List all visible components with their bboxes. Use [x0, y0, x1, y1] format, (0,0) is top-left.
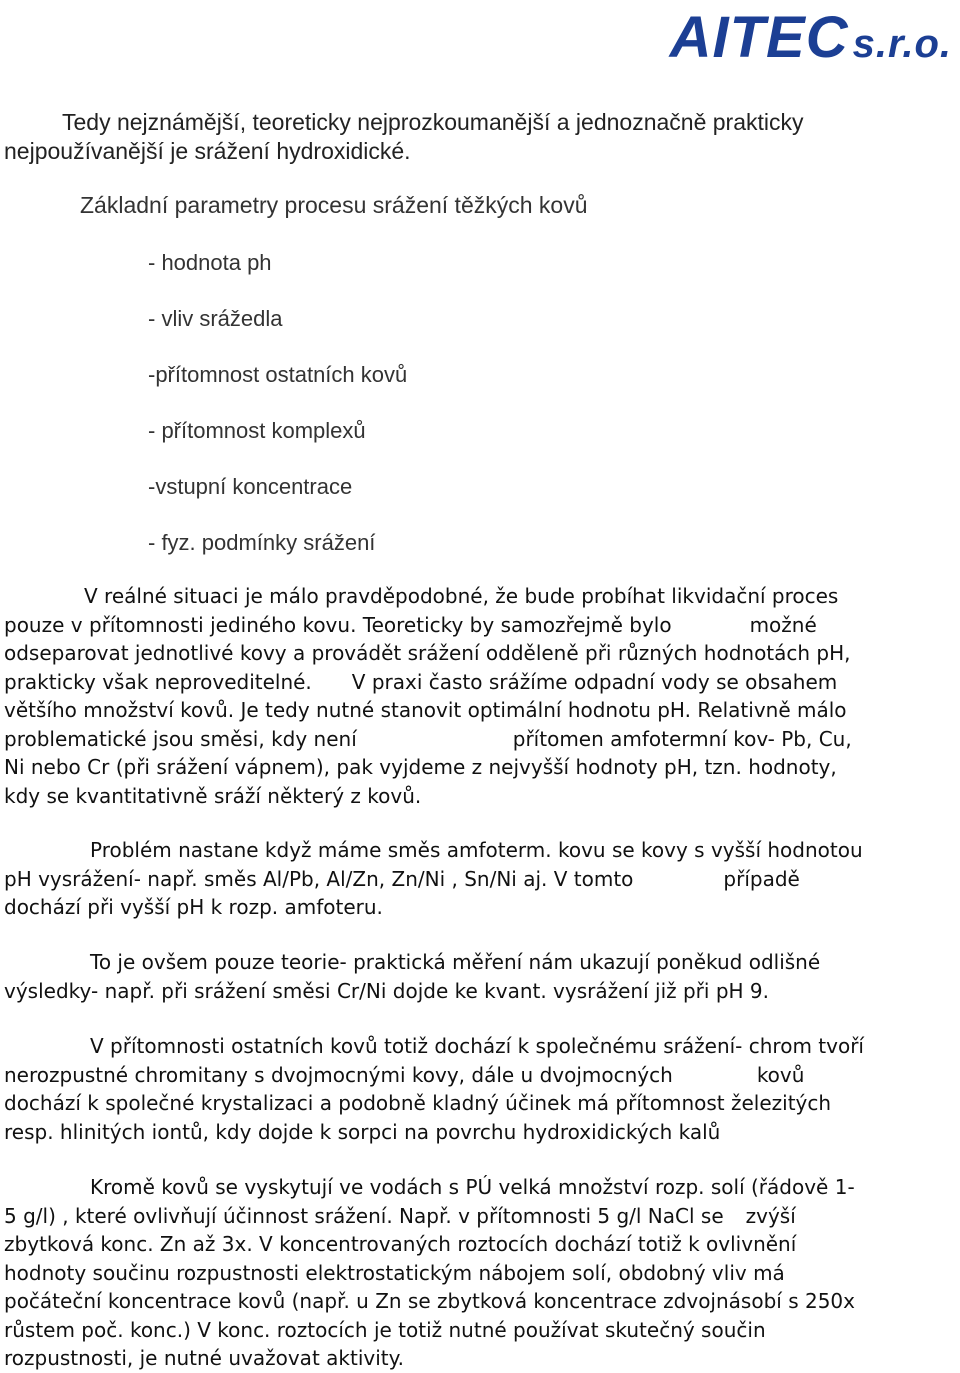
- text-line: rozpustnosti, je nutné uvažovat aktivity.: [4, 1346, 404, 1370]
- text-line: hodnoty součinu rozpustnosti elektrostatickým nábojem solí, obdobný vliv má: [4, 1260, 785, 1285]
- paragraph-coprecipitation: [4, 1032, 944, 1146]
- list-item: - fyz. podmínky srážení: [148, 530, 376, 555]
- text-line: počáteční koncentrace kovů (např. u Zn se zbytková koncentrace zdvojnásobí s 250x: [4, 1289, 855, 1313]
- text-line: Kromě kovů se vyskytují ve vodách s PÚ velká množství rozp. solí (řádově 1-: [90, 1175, 855, 1199]
- text-line: růstem poč. konc.) V konc. roztocích je totiž nutné používat skutečný součin: [4, 1317, 766, 1342]
- list-item: -vstupní koncentrace: [148, 474, 353, 499]
- text-fragment: přítomen amfotermní kov- Pb, Cu,: [512, 726, 852, 751]
- list-item: -přítomnost ostatních kovů: [148, 362, 408, 387]
- text-fragment: zvýší: [745, 1203, 796, 1228]
- text-line: dochází k společné krystalizaci a podobně kladný účinek má přítomnost železitých: [4, 1091, 832, 1115]
- logo-main-text: AITEC: [669, 5, 849, 70]
- text-line: [4, 1061, 944, 1090]
- text-line: [4, 668, 944, 697]
- logo-suffix-text: s.r.o.: [852, 22, 952, 66]
- text-line: [4, 865, 944, 894]
- text-line: odseparovat jednotlivé kovy a provádět srážení odděleně při různých hodnotách pH,: [4, 641, 851, 665]
- text-line: zbytková konc. Zn až 3x. V koncentrovaných roztocích dochází totiž k ovlivnění: [4, 1232, 797, 1256]
- intro-paragraph: [4, 108, 904, 166]
- text-line: [4, 725, 944, 754]
- text-line: výsledky- např. při srážení směsi Cr/Ni dojde ke kvant. vysrážení již při pH 9.: [4, 978, 769, 1003]
- text-line: [4, 1202, 944, 1231]
- text-fragment: V praxi často srážíme odpadní vody se obsahem: [351, 669, 838, 694]
- text-line: Ni nebo Cr (při srážení vápnem), pak vyjdeme z nejvyšší hodnoty pH, tzn. hodnoty,: [4, 755, 837, 779]
- text-fragment: pouze v přítomnosti jediného kovu. Teoreticky by samozřejmě bylo: [4, 612, 672, 637]
- paragraph-salts: [4, 1173, 944, 1373]
- text-line: dochází při vyšší pH k rozp. amfoteru.: [4, 895, 383, 919]
- params-heading: Základní parametry procesu srážení těžkých kovů: [80, 192, 588, 218]
- text-fragment: možné: [749, 612, 817, 637]
- text-line: V reálné situaci je málo pravděpodobné, že bude probíhat likvidační proces: [84, 584, 839, 608]
- text-line: kdy se kvantitativně sráží některý z kovů.: [4, 783, 422, 808]
- text-fragment: pH vysrážení- např. směs Al/Pb, Al/Zn, Zn/Ni , Sn/Ni aj. V tomto: [4, 866, 634, 891]
- intro-line: Tedy nejznámější, teoreticky nejprozkoumanější a jednoznačně prakticky: [62, 109, 804, 135]
- text-line: Problém nastane když máme směs amfoterm. kovu se kovy s vyšší hodnotou: [90, 838, 863, 862]
- text-fragment: kovů: [756, 1062, 805, 1087]
- text-line: V přítomnosti ostatních kovů totiž dochází k společnému srážení- chrom tvoří: [90, 1034, 864, 1058]
- text-line: resp. hlinitých iontů, kdy dojde k sorpci na povrchu hydroxidických kalů: [4, 1119, 721, 1144]
- list-item: - hodnota ph: [148, 250, 272, 275]
- text-fragment: případě: [723, 866, 800, 891]
- text-fragment: problematické jsou směsi, kdy není: [4, 726, 357, 751]
- paragraph-amphoteric: [4, 836, 944, 922]
- paragraph-theory: [4, 948, 944, 1005]
- paragraph-real-situation: [4, 582, 944, 810]
- text-fragment: 5 g/l) , které ovlivňují účinnost srážení. Např. v přítomnosti 5 g/l NaCl se: [4, 1203, 724, 1228]
- text-line: většího množství kovů. Je tedy nutné stanovit optimální hodnotu pH. Relativně málo: [4, 698, 847, 722]
- params-list: [148, 248, 407, 584]
- text-fragment: nerozpustné chromitany s dvojmocnými kovy, dále u dvojmocných: [4, 1062, 673, 1087]
- text-fragment: prakticky však neproveditelné.: [4, 669, 312, 694]
- text-line: [4, 611, 944, 640]
- text-line: To je ovšem pouze teorie- praktická měření nám ukazují poněkud odlišné: [90, 950, 821, 974]
- company-logo: [670, 4, 952, 71]
- intro-line: nejpoužívanější je srážení hydroxidické.: [4, 138, 411, 164]
- list-item: - přítomnost komplexů: [148, 418, 366, 443]
- list-item: - vliv srážedla: [148, 306, 283, 331]
